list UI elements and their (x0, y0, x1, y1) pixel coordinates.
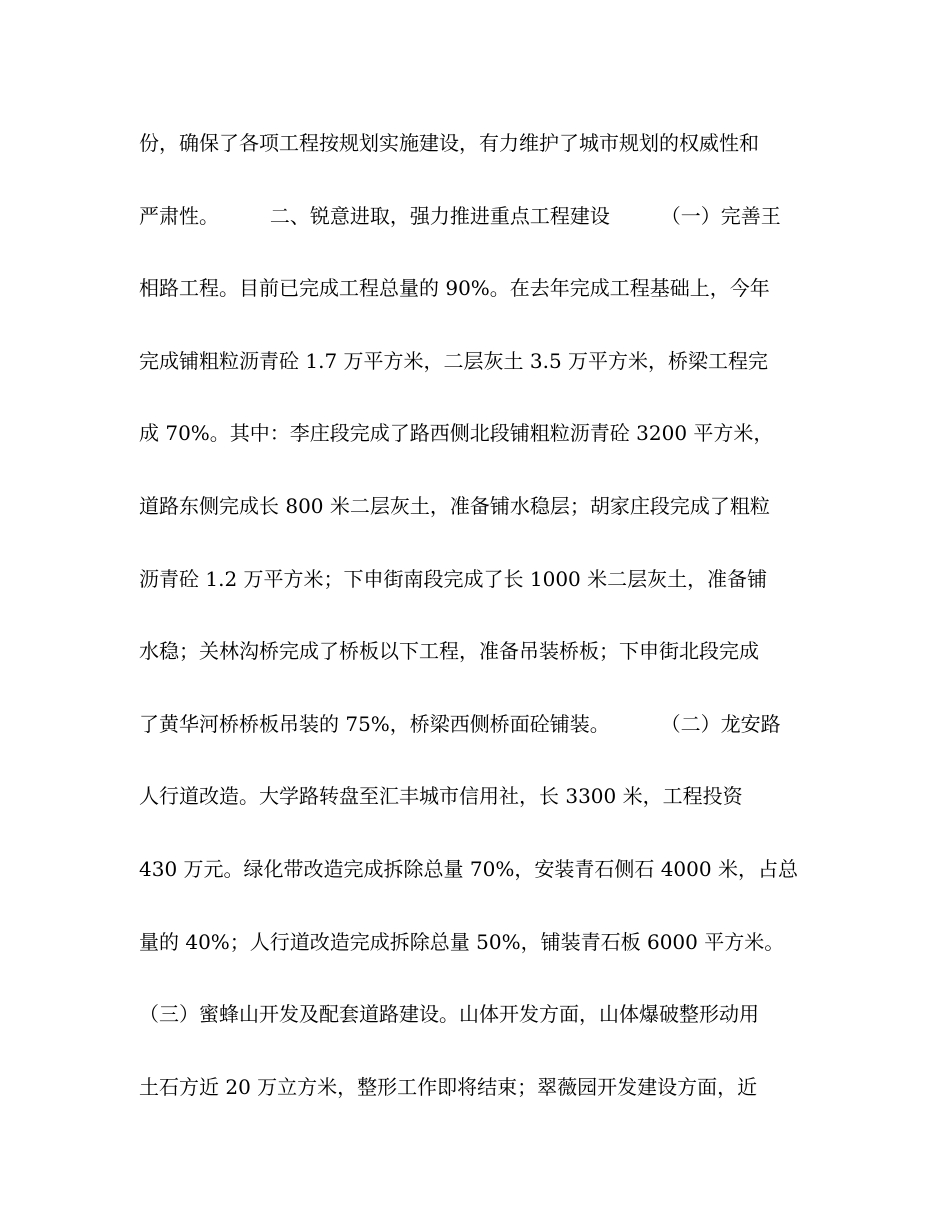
text-line-14: 土石方近 20 万立方米，整形工作即将结束；翠薇园开发建设方面，近 (139, 1074, 758, 1099)
text-line-9: 了黄华河桥桥板吊装的 75%，桥梁西侧桥面砼铺装。 （二）龙安路 (139, 711, 781, 736)
text-line-4: 完成铺粗粒沥青砼 1.7 万平方米，二层灰土 3.5 万平方米，桥梁工程完 (139, 348, 769, 373)
text-line-10: 人行道改造。大学路转盘至汇丰城市信用社，长 3300 米，工程投资 (139, 784, 743, 809)
text-line-1: 份，确保了各项工程按规划实施建设，有力维护了城市规划的权威性和 (139, 131, 759, 155)
text-line-2: 严肃性。 二、锐意进取，强力推进重点工程建设 （一）完善王 (139, 203, 781, 228)
text-line-8: 水稳；关林沟桥完成了桥板以下工程，准备吊装桥板；下申街北段完成 (139, 639, 759, 664)
text-line-6: 道路东侧完成长 800 米二层灰土，准备铺水稳层；胡家庄段完成了粗粒 (139, 493, 770, 518)
text-line-11: 430 万元。绿化带改造完成拆除总量 70%，安装青石侧石 4000 米，占总 (139, 856, 798, 881)
text-line-5: 成 70%。其中：李庄段完成了路西侧北段铺粗粒沥青砼 3200 平方米， (139, 421, 774, 446)
text-line-3: 相路工程。目前已完成工程总量的 90%。在去年完成工程基础上，今年 (139, 276, 770, 301)
text-line-13: （三）蜜蜂山开发及配套道路建设。山体开发方面，山体爆破整形动用 (139, 1002, 759, 1027)
text-line-12: 量的 40%；人行道改造完成拆除总量 50%，铺装青石板 6000 平方米。 (139, 929, 785, 954)
body-text (139, 117, 819, 1133)
text-line-7: 沥青砼 1.2 万平方米；下申街南段完成了长 1000 米二层灰土，准备铺 (139, 566, 768, 591)
